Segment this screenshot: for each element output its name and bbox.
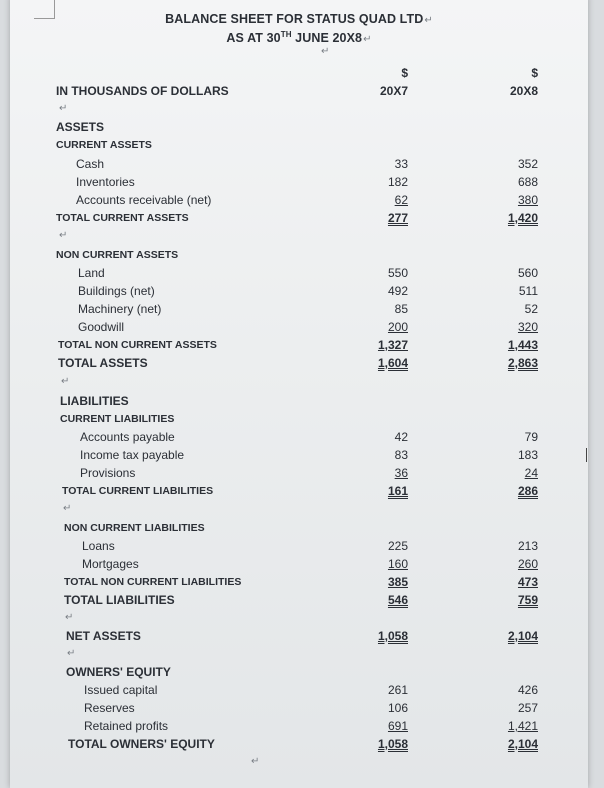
owners-equity-heading: OWNERS' EQUITY xyxy=(66,665,171,679)
cell-value-20x7: 1,058 xyxy=(377,737,408,751)
table-row xyxy=(10,681,588,699)
cell-value-20x8: 24 xyxy=(524,466,538,480)
cell-value-20x8: 257 xyxy=(517,701,538,715)
cell-label: NET ASSETS xyxy=(66,629,141,643)
cell-label: Reserves xyxy=(84,701,135,715)
cell-value-20x7: 83 xyxy=(394,448,408,462)
cell-label: Accounts payable xyxy=(80,430,175,444)
cell-value-20x7: 160 xyxy=(387,557,408,571)
cell-value-20x8: 560 xyxy=(517,266,538,280)
cell-value-20x7: 546 xyxy=(387,593,408,607)
cell-value-20x8: 183 xyxy=(517,448,538,462)
total-row xyxy=(10,336,588,354)
cell-label: Inventories xyxy=(76,175,135,189)
total-row xyxy=(10,209,588,227)
cell-value-20x8: 688 xyxy=(517,175,538,189)
table-row xyxy=(10,173,588,191)
paragraph-mark: ↵ xyxy=(251,756,260,767)
paragraph-mark: ↵ xyxy=(321,46,330,57)
document-line xyxy=(10,410,588,428)
total-row xyxy=(10,591,588,609)
cell-label: TOTAL CURRENT LIABILITIES xyxy=(62,485,214,497)
cell-value-20x7: 182 xyxy=(387,175,408,189)
cell-value-20x7: 42 xyxy=(394,430,408,444)
col2-year: 20X8 xyxy=(509,84,538,98)
cell-value-20x7: 106 xyxy=(387,701,408,715)
cell-value-20x7: 85 xyxy=(394,302,408,316)
table-row xyxy=(10,300,588,318)
cell-value-20x7: 1,327 xyxy=(377,338,408,352)
document-line xyxy=(10,609,588,627)
cell-label: TOTAL CURRENT ASSETS xyxy=(56,212,189,224)
cell-value-20x7: 1,058 xyxy=(377,629,408,643)
document-line xyxy=(10,246,588,264)
cell-value-20x7: 550 xyxy=(387,266,408,280)
cell-value-20x8: 426 xyxy=(517,683,538,697)
table-row xyxy=(10,699,588,717)
table-row xyxy=(10,282,588,300)
cell-value-20x7: 691 xyxy=(387,719,408,733)
cell-label: TOTAL ASSETS xyxy=(58,356,148,370)
cell-value-20x7: 36 xyxy=(394,466,408,480)
total-row xyxy=(10,354,588,372)
cell-label: Cash xyxy=(76,157,105,171)
col2-currency: $ xyxy=(531,66,538,80)
table-row xyxy=(10,155,588,173)
paragraph-mark: ↵ xyxy=(67,648,76,659)
paragraph-mark: ↵ xyxy=(59,230,68,241)
cell-value-20x8: 260 xyxy=(517,557,538,571)
cell-label: Machinery (net) xyxy=(78,302,162,316)
document-line xyxy=(10,663,588,681)
liabilities-heading: LIABILITIES xyxy=(60,394,129,408)
paragraph-mark: ↵ xyxy=(63,503,72,514)
cell-value-20x7: 1,604 xyxy=(377,356,408,370)
cell-value-20x7: 200 xyxy=(387,320,408,334)
cell-label: Issued capital xyxy=(84,683,158,697)
cell-value-20x8: 2,863 xyxy=(507,356,538,370)
document-line xyxy=(10,753,588,771)
cell-label: Goodwill xyxy=(78,320,125,334)
paragraph-mark: ↵ xyxy=(61,376,70,387)
cell-value-20x7: 161 xyxy=(387,484,408,498)
cell-label: TOTAL LIABILITIES xyxy=(64,593,175,607)
table-row xyxy=(10,464,588,482)
table-row xyxy=(10,537,588,555)
document-line xyxy=(10,64,588,82)
document-line xyxy=(10,392,588,410)
cell-value-20x8: 2,104 xyxy=(507,629,538,643)
cell-value-20x7: 62 xyxy=(394,193,408,207)
cell-label: Provisions xyxy=(80,466,136,480)
cell-value-20x7: 385 xyxy=(387,575,408,589)
table-row xyxy=(10,717,588,735)
cell-value-20x8: 1,443 xyxy=(507,338,538,352)
document-line xyxy=(10,136,588,154)
document-line xyxy=(10,519,588,537)
col1-currency: $ xyxy=(401,66,408,80)
table-row xyxy=(10,264,588,282)
current-assets-heading: CURRENT ASSETS xyxy=(56,139,152,151)
table-row xyxy=(10,446,588,464)
cell-label: Income tax payable xyxy=(80,448,185,462)
cell-value-20x8: 2,104 xyxy=(507,737,538,751)
document-line xyxy=(10,118,588,136)
cell-label: Loans xyxy=(82,539,115,553)
cell-label: Mortgages xyxy=(82,557,139,571)
table-row xyxy=(10,555,588,573)
cell-value-20x7: 277 xyxy=(387,211,408,225)
cell-label: TOTAL NON CURRENT ASSETS xyxy=(58,339,217,351)
document-line xyxy=(10,100,588,118)
cell-value-20x8: 79 xyxy=(524,430,538,444)
cell-value-20x7: 261 xyxy=(387,683,408,697)
cell-value-20x8: 1,420 xyxy=(507,211,538,225)
cell-value-20x8: 286 xyxy=(517,484,538,498)
paragraph-mark: ↵ xyxy=(65,612,74,623)
col1-year: 20X7 xyxy=(379,84,408,98)
current-liabilities-heading: CURRENT LIABILITIES xyxy=(60,413,175,425)
cell-label: TOTAL NON CURRENT LIABILITIES xyxy=(64,576,242,588)
text-cursor-icon xyxy=(586,448,587,462)
cell-value-20x7: 33 xyxy=(394,157,408,171)
cell-label: Land xyxy=(78,266,105,280)
non-current-liabilities-heading: NON CURRENT LIABILITIES xyxy=(64,522,205,534)
title-line-2: AS AT 30TH JUNE 20X8↵ xyxy=(226,30,372,46)
table-row xyxy=(10,191,588,209)
non-current-assets-heading: NON CURRENT ASSETS xyxy=(56,249,179,261)
document-line xyxy=(10,82,588,100)
total-row xyxy=(10,482,588,500)
units-label: IN THOUSANDS OF DOLLARS xyxy=(56,84,229,98)
cell-value-20x8: 511 xyxy=(518,284,538,298)
assets-heading: ASSETS xyxy=(56,120,105,134)
cell-value-20x7: 225 xyxy=(387,539,408,553)
cell-value-20x8: 352 xyxy=(517,157,538,171)
document-page xyxy=(10,0,588,788)
net-assets-row xyxy=(10,627,588,645)
cell-value-20x8: 1,421 xyxy=(507,719,538,733)
table-row xyxy=(10,428,588,446)
document-line xyxy=(10,500,588,518)
cell-label: Buildings (net) xyxy=(78,284,155,298)
cell-value-20x8: 52 xyxy=(524,302,538,316)
cell-label: TOTAL OWNERS' EQUITY xyxy=(68,737,215,751)
cell-value-20x8: 320 xyxy=(517,320,538,334)
document-line xyxy=(10,227,588,245)
title-line-1: BALANCE SHEET FOR STATUS QUAD LTD↵ xyxy=(165,12,433,26)
cell-label: Retained profits xyxy=(84,719,169,733)
total-row xyxy=(10,735,588,753)
cell-value-20x8: 380 xyxy=(517,193,538,207)
cell-value-20x7: 492 xyxy=(387,284,408,298)
cell-label: Accounts receivable (net) xyxy=(76,193,212,207)
document-line xyxy=(10,373,588,391)
cell-value-20x8: 759 xyxy=(517,593,538,607)
table-row xyxy=(10,318,588,336)
total-row xyxy=(10,573,588,591)
paragraph-mark: ↵ xyxy=(59,103,68,114)
cell-value-20x8: 213 xyxy=(517,539,538,553)
document-line xyxy=(10,645,588,663)
cell-value-20x8: 473 xyxy=(517,575,538,589)
